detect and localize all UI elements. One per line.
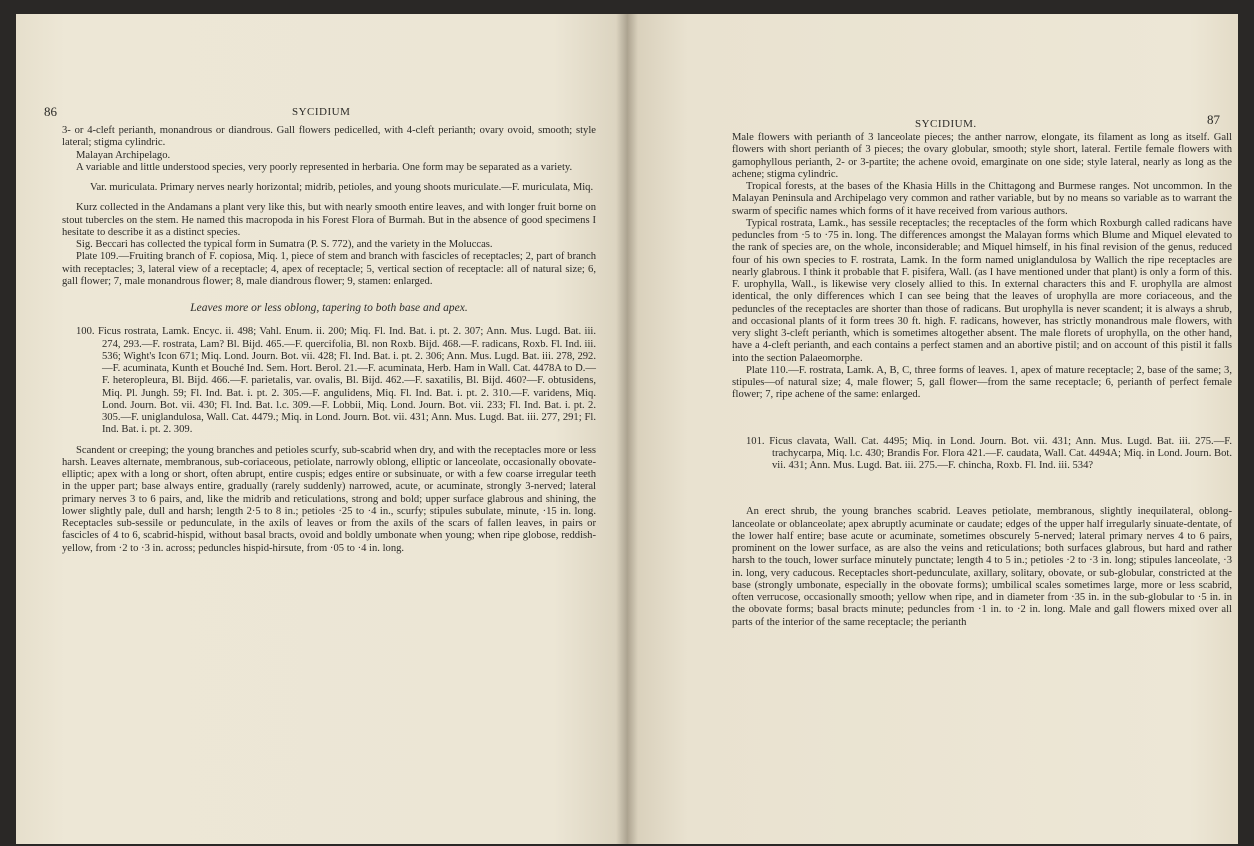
right-page-body (732, 132, 1232, 629)
open-book (16, 14, 1238, 844)
paragraph: 3- or 4-cleft perianth, monandrous or diandrous. Gall flowers pedicelled, with 4-cleft perianth; ovary ovoid, smooth; style lateral; stigma cylindric. (62, 125, 596, 149)
paragraph: Malayan Archipelago. (76, 149, 171, 161)
paragraph: Typical rostrata, Lamk., has sessile receptacles; the receptacles of the form which Roxburgh called radicans have peduncles from ·5 to ·75 in. long. The differences amongst the Malayan forms which Blume and Miquel elevated to the rank of species are, on the whole, inconsiderable; and Miquel himself, in his final revision of the genus, reduced four of his own species to F. rostrata, Lamk. In the form named uniglandulosa by Wallich the ripe receptacles are nearly glabrous. I think it probable that F. pisifera, Wall. (as I have mentioned under that plant) is only a form of this. F. urophylla, Wall., is likewise very closely allied to this. In external characters this and F. urophylla are almost identical, the only differences which I can see being that the leaves of urophylla are more coriaceous, and the peduncles of the receptacles are shorter than those of radicans. But urophylla is never scandent; it is always a shrub, and occasional plants of it form trees 30 ft. high. F. radicans, however, has strictly monandrous male flowers, with very slight 3-cleft perianth, which is sometimes altogether absent. The male florets of urophylla, on the other hand, have a 4-cleft perianth, and each contains a perfect stamen and an abortive pistil; and on account of this pistil it falls into the section Palaeomorphe. (732, 217, 1232, 364)
running-head: SYCIDIUM (292, 106, 351, 118)
species-description: An erect shrub, the young branches scabrid. Leaves petiolate, membranous, slightly inequilateral, oblong-lanceolate or oblanceolate; apex abruptly acuminate or caudate; edges of the upper half irregularly sinuate-dentate, of the lower half entire; base acute or acuminate, sometimes obscurely 5-nerved; lateral primary nerves 4 to 6 pairs, prominent on the lower surface, as are also the veins and reticulations; both surfaces glabrous, but hard and rather harsh to the touch, lower surface minutely punctate; length 4 to 5 in.; petioles ·2 to ·3 in. long; stipules lanceolate, ·3 in. long, very caducous. Receptacles short-pedunculate, axillary, solitary, obovate, or sub-globular, constricted at the base (strongly umbonate, especially in the obovate forms); umbilical scales sometimes large, more or less scabrid, often verrucose, occasionally smooth; yellow when ripe, and in diameter from ·35 in. in the sub-globular to ·5 in. in the obovate forms; basal bracts minute; peduncles from ·1 in. to ·2 in. long. Male and gall flowers mixed over all parts of the interior of the same receptacle; the perianth (732, 506, 1232, 628)
plate-caption: Plate 109.—Fruiting branch of F. copiosa, Miq. 1, piece of stem and branch with fascicles of receptacles; 2, part of branch with receptacles; 3, lateral view of a receptacle; 4, apex of receptacle; 5, vertical section of receptacle: all of natural size; 6, gall flower; 7, male monandrous flower; 8, male diandrous flower; 9, stamen: enlarged. (62, 251, 596, 287)
paragraph: Male flowers with perianth of 3 lanceolate pieces; the anther narrow, elongate, its filament as long as itself. Gall flowers with short perianth of 3 pieces; the ovary globular, smooth; style short, lateral. Fertile female flowers with gamophyllous perianth, 2- or 3-partite; the achene ovoid, emarginate on one side; style lateral, nearly as long as the achene; stigma cylindric. (732, 132, 1232, 180)
species-entry: 100. Ficus rostrata, Lamk. Encyc. ii. 498; Vahl. Enum. ii. 200; Miq. Fl. Ind. Bat. i. pt. 2. 307; Ann. Mus. Lugd. Bat. iii. 274, 293.—F. rostrata, Lam? Bl. Bijd. 465.—F. quercifolia, Bl. non Roxb. Bijd. 468.—F. radicans, Roxb. Fl. Ind. iii. 536; Wight's Icon 671; Miq. Lond. Journ. Bot. vii. 428; Fl. Ind. Bat. i. pt. 2. 306; Ann. Mus. Lugd. Bat. iii. 278, 292.—F. acuminata, Kunth et Bouché Ind. Sem. Hort. Berol. 21.—F. acuminata, Herb. Ham in Wall. Cat. 4478A to D.—F. heteropleura, Bl. Bijd. 466.—F. parietalis, var. ovalis, Bl. Bijd. 462.—F. saxatilis, Bl. Bijd. 460?—F. obtusidens, Miq. Pl. Jungh. 59; Fl. Ind. Bat. i. pt. 2. 305.—F. angulidens, Miq. Fl. Ind. Bat. i. pt. 2. 310.—F. varidens, Miq. Lond. Journ. Bot. vii. 430; Fl. Ind. Bat. l.c. 309.—F. Lobbii, Miq. Lond. Journ. Bot. vii. 233; Fl. Ind. Bat. i. pt. 2. 305.—F. uniglandulosa, Wall. Cat. 4479.; Miq. in Lond. Journ. Bot. vii. 431; Ann. Mus. Lugd. Bat. iii. 277, 291; Fl. Ind. Bat. i. pt. 2. 309. (76, 326, 596, 436)
right-page (627, 14, 1238, 844)
species-entry: 101. Ficus clavata, Wall. Cat. 4495; Miq. in Lond. Journ. Bot. vii. 431; Ann. Mus. Lugd. Bat. iii. 275.—F. trachycarpa, Miq. l.c. 430; Brandis For. Flora 421.—F. caudata, Wall. Cat. 4494A; Miq. in Lond. Journ. Bot. vii. 431; Ann. Mus. Lugd. Bat. iii. 275.—F. chincha, Roxb. Fl. Ind. iii. 534? (746, 435, 1232, 471)
plate-caption: Plate 110.—F. rostrata, Lamk. A, B, C, three forms of leaves. 1, apex of mature receptacle; 2, base of the same; 3, stipules—of natural size; 4, male flower; 5, gall flower—from the same receptacle; 6, perianth of perfect female flower; 7, ripe achene of the same: enlarged. (732, 364, 1232, 401)
paragraph: A variable and little understood species, very poorly represented in herbaria. One form may be separated as a variety. (76, 161, 573, 173)
variety-paragraph: Var. muriculata. Primary nerves nearly horizontal; midrib, petioles, and young shoots muriculate.—F. muriculata, Miq. (90, 182, 594, 193)
page-number: 86 (44, 104, 57, 119)
left-page-body (62, 125, 596, 555)
section-heading: Leaves more or less oblong, tapering to both base and apex. (190, 302, 468, 314)
page-number: 87 (1207, 112, 1220, 127)
paragraph: Sig. Beccari has collected the typical form in Sumatra (P. S. 772), and the variety in the Moluccas. (76, 239, 493, 250)
paragraph: Kurz collected in the Andamans a plant very like this, but with nearly smooth entire leaves, and with longer fruit borne on stout tubercles on the stem. He named this macropoda in his Forest Flora of Burmah. But in the absence of good specimens I hesitate to describe it as a distinct species. (62, 202, 596, 238)
running-head: SYCIDIUM. (915, 118, 977, 130)
left-page (16, 14, 627, 844)
species-description: Scandent or creeping; the young branches and petioles scurfy, sub-scabrid when dry, and with the receptacles more or less harsh. Leaves alternate, membranous, sub-coriaceous, petiolate, narrowly oblong, elliptic or lanceolate, occasionally obovate-elliptic; apex with a long or short, often abrupt, entire cuspis; edges entire or subsinuate, or with a few coarse irregular teeth in the upper part; base always entire, gradually (rarely suddenly) narrowed, acute, or acuminate, strongly 3-nerved; lateral primary nerves 3 to 6 pairs, and, like the midrib and reticulations, strong and bold; upper surface glabrous and shining, the lower slightly pale, dull and harsh; length 2·5 to 8 in.; petioles ·25 to ·4 in., scurfy; stipules subulate, minute, ·15 in. long. Receptacles sub-sessile or pedunculate, in the axils of leaves or from the axils of the scars of fallen leaves, in pairs or fascicles of 4 to 6, scabrid-hispid, without basal bracts, ovoid and boldly umbonate when young; when ripe globose, reddish-yellow, from ·2 to ·3 in. across; peduncles hispid-hirsute, from ·05 to ·4 in. long. (62, 444, 596, 554)
paragraph: Tropical forests, at the bases of the Khasia Hills in the Chittagong and Burmese ranges. Not uncommon. In the Malayan Peninsula and Archipelago very common and rather variable, but by no means so variable as to warrant the swarm of specific names which forms of it have received from various authors. (732, 181, 1232, 217)
